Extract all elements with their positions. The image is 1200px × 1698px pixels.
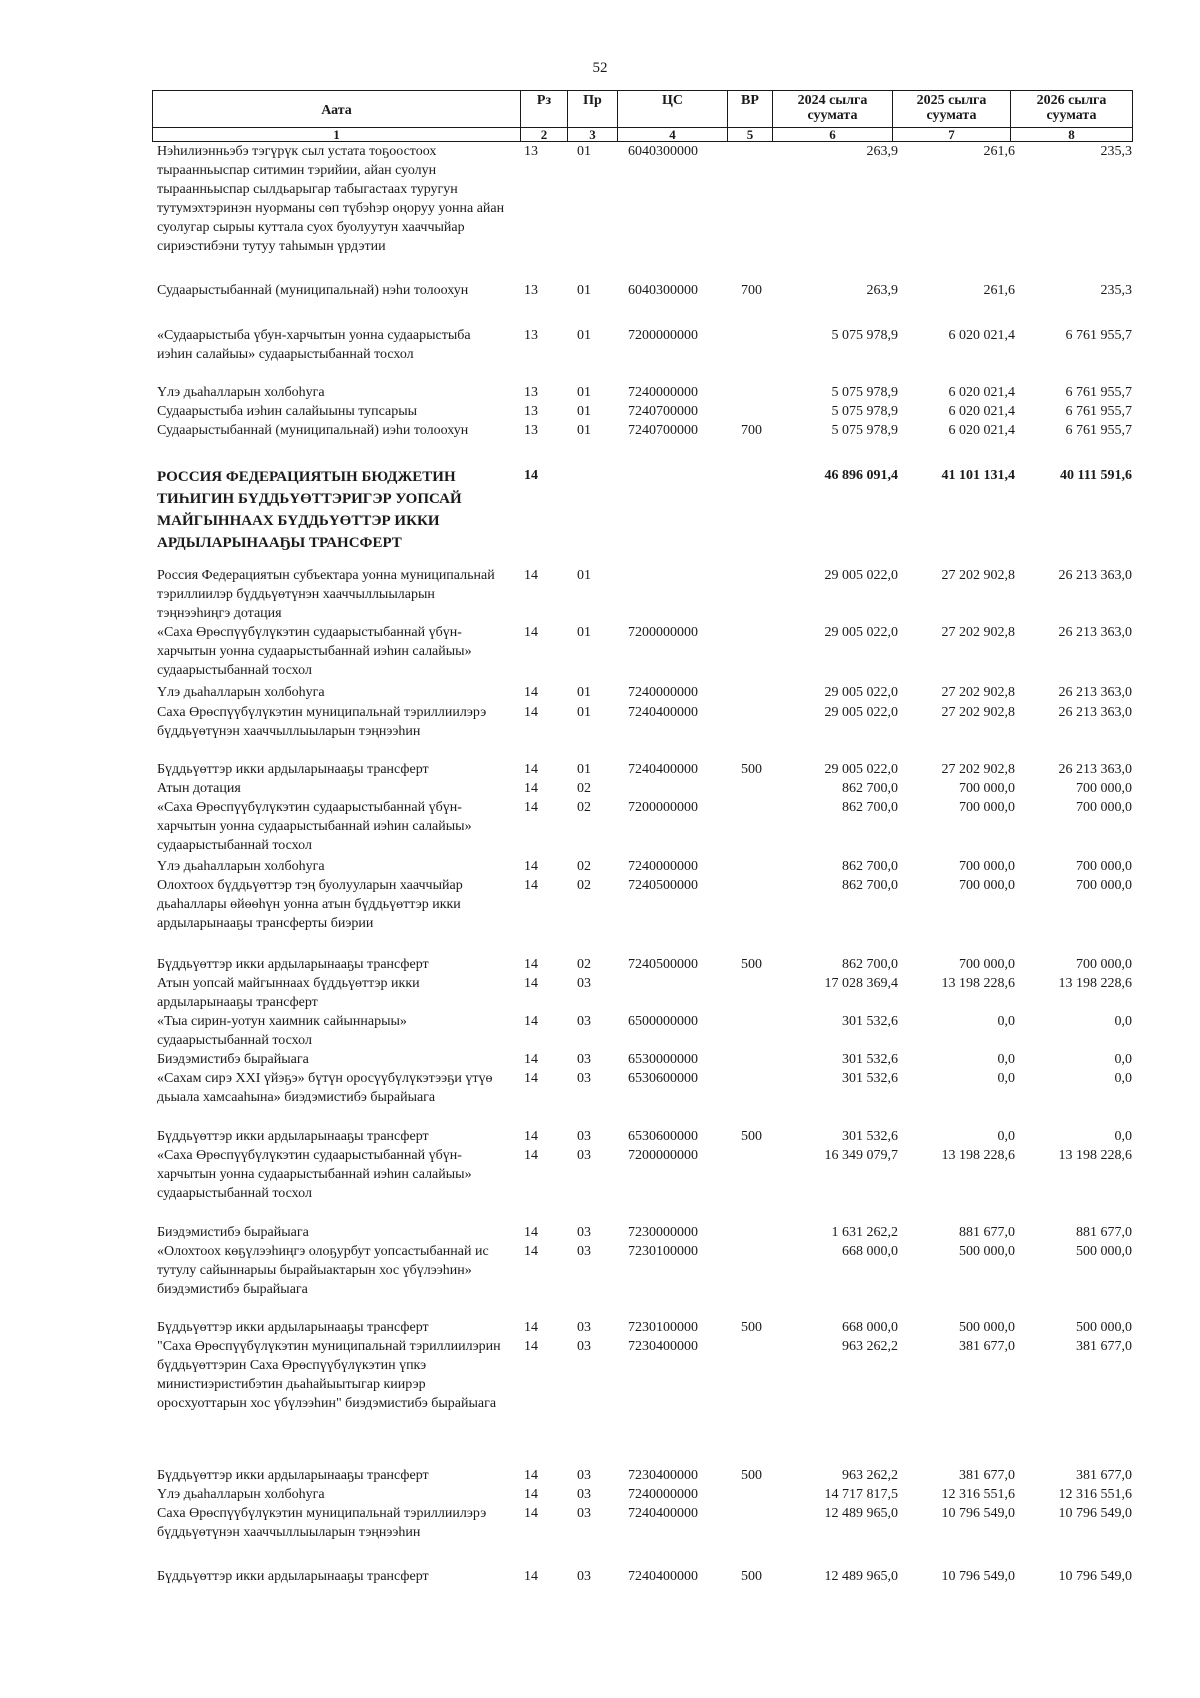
row-rz: 14: [524, 1129, 538, 1144]
row-amount-2026: 40 111 591,6: [1060, 468, 1132, 483]
row-rz: 13: [524, 328, 538, 343]
row-name: РОССИЯ ФЕДЕРАЦИЯТЫН БЮДЖЕТИН ТИҺИГИН БҮДДЬҮӨТТЭРИГЭР УОПСАЙ МАЙГЫННААХ БҮДДЬҮӨТТЭР ИККИ АРДЫЛАРЫНААҔЫ ТРАНСФЕРТ: [157, 469, 462, 551]
row-cs: 7240500000: [628, 878, 698, 893]
row-rz: 14: [524, 1148, 538, 1163]
row-amount-2025: 700 000,0: [959, 781, 1015, 796]
row-rz: 14: [524, 1569, 538, 1584]
row-amount-2024: 862 700,0: [842, 781, 898, 796]
row-pr: 01: [577, 762, 591, 777]
row-pr: 03: [577, 1225, 591, 1240]
row-rz: 14: [524, 568, 538, 583]
row-amount-2024: 668 000,0: [842, 1320, 898, 1335]
row-name: Үлэ дьаһалларын холбоһуга: [157, 1487, 325, 1502]
row-pr: 03: [577, 1244, 591, 1259]
row-amount-2025: 700 000,0: [959, 800, 1015, 815]
row-name: «Судаарыстыба үбун-харчытын уонна судаарыстыба иэһин салайыы» судаарыстыбаннай тосхол: [157, 328, 471, 362]
row-rz: 14: [524, 878, 538, 893]
row-amount-2025: 700 000,0: [959, 878, 1015, 893]
row-name: Биэдэмистибэ бырайыага: [157, 1052, 309, 1067]
row-amount-2025: 700 000,0: [959, 859, 1015, 874]
row-rz: 14: [524, 800, 538, 815]
row-vr: 500: [741, 1129, 762, 1144]
row-rz: 14: [524, 705, 538, 720]
row-amount-2024: 301 532,6: [842, 1071, 898, 1086]
row-rz: 14: [524, 762, 538, 777]
header-vr: ВР: [728, 91, 773, 128]
row-pr: 03: [577, 1339, 591, 1354]
row-name: Атын уопсай майгыннаах бүддьүөттэр икки ардыларынааҕы трансферт: [157, 976, 420, 1010]
column-number: 3: [568, 128, 618, 142]
row-amount-2026: 26 213 363,0: [1058, 568, 1132, 583]
row-amount-2024: 46 896 091,4: [824, 468, 898, 483]
row-cs: 7200000000: [628, 1148, 698, 1163]
row-amount-2026: 700 000,0: [1076, 878, 1132, 893]
row-name: «Саха Өрөспүүбүлүкэтин судаарыстыбаннай үбүн-харчытын уонна судаарыстыбаннай иэһин салайыы» судаарыстыбаннай тосхол: [157, 800, 472, 853]
row-amount-2025: 27 202 902,8: [941, 762, 1015, 777]
row-name: Үлэ дьаһалларын холбоһуга: [157, 859, 325, 874]
row-pr: 02: [577, 781, 591, 796]
row-amount-2024: 263,9: [866, 283, 898, 298]
row-amount-2024: 5 075 978,9: [831, 423, 898, 438]
row-cs: 6500000000: [628, 1014, 698, 1029]
row-pr: 01: [577, 404, 591, 419]
row-pr: 01: [577, 685, 591, 700]
row-rz: 14: [524, 781, 538, 796]
row-cs: 7230400000: [628, 1339, 698, 1354]
row-pr: 03: [577, 1052, 591, 1067]
header-2026: 2026 сылга суумата: [1011, 91, 1133, 128]
row-cs: 7240400000: [628, 1506, 698, 1521]
row-amount-2025: 881 677,0: [959, 1225, 1015, 1240]
row-vr: 500: [741, 1468, 762, 1483]
row-amount-2024: 12 489 965,0: [824, 1506, 898, 1521]
row-amount-2025: 0,0: [997, 1052, 1015, 1067]
row-cs: 7240400000: [628, 705, 698, 720]
row-amount-2025: 12 316 551,6: [941, 1487, 1015, 1502]
table-header: [152, 90, 1133, 142]
row-name: Саха Өрөспүүбүлүкэтин муниципальнай тэриллиилэрэ бүддьүөтүнэн хааччыллыыларын тэңнээһин: [157, 1506, 487, 1540]
row-name: «Олохтоох көҕүлээһиңгэ олоҕурбут уопсастыбаннай ис тутулу сайыннарыы бырайыактарын хос үбүлээһин» биэдэмистибэ бырайыага: [157, 1244, 489, 1297]
page-number: 52: [592, 60, 608, 76]
row-rz: 14: [524, 859, 538, 874]
row-cs: 6530000000: [628, 1052, 698, 1067]
row-amount-2024: 5 075 978,9: [831, 328, 898, 343]
row-rz: 14: [524, 1506, 538, 1521]
row-amount-2024: 301 532,6: [842, 1129, 898, 1144]
row-cs: 6040300000: [628, 283, 698, 298]
row-amount-2026: 700 000,0: [1076, 800, 1132, 815]
row-amount-2026: 10 796 549,0: [1058, 1569, 1132, 1584]
row-pr: 03: [577, 1506, 591, 1521]
row-amount-2025: 0,0: [997, 1071, 1015, 1086]
row-amount-2026: 381 677,0: [1076, 1339, 1132, 1354]
row-pr: 03: [577, 1320, 591, 1335]
row-rz: 14: [524, 468, 538, 483]
row-cs: 7240000000: [628, 1487, 698, 1502]
row-amount-2026: 700 000,0: [1076, 957, 1132, 972]
row-amount-2025: 700 000,0: [959, 957, 1015, 972]
row-name: Нэһилиэнньэбэ тэгүрүк сыл устата тоҕоостоох тыраанньыспар ситимин тэрийии, айан суолун тыраанньыспар сылдьарыгар табыгастаах туругун тутумэхтэринэн нуорманы сөп түбэһэр оңоруу уонна айан суолугар сырыы куттала суох буолуутун хааччыйар сириэстибэни тутуу таһымын үрдэтии: [157, 144, 505, 254]
row-amount-2025: 381 677,0: [959, 1468, 1015, 1483]
header-2024: 2024 сылга суумата: [773, 91, 893, 128]
row-cs: 7230400000: [628, 1468, 698, 1483]
row-name: Бүддьүөттэр икки ардыларынааҕы трансферт: [157, 1569, 429, 1584]
row-amount-2024: 29 005 022,0: [824, 685, 898, 700]
row-name: «Сахам сирэ XXI үйэҕэ» бүтүн оросүүбүлүкэтээҕи үтүө дьыала хамсааһына» биэдэмистибэ бырайыага: [157, 1071, 493, 1105]
row-amount-2026: 10 796 549,0: [1058, 1506, 1132, 1521]
row-pr: 01: [577, 328, 591, 343]
row-amount-2024: 29 005 022,0: [824, 568, 898, 583]
row-name: «Саха Өрөспүүбүлүкэтин судаарыстыбаннай үбүн-харчытын уонна судаарыстыбаннай иэһин салайыы» судаарыстыбаннай тосхол: [157, 625, 472, 678]
row-amount-2024: 862 700,0: [842, 859, 898, 874]
row-name: Үлэ дьаһалларын холбоһуга: [157, 385, 325, 400]
row-amount-2024: 301 532,6: [842, 1014, 898, 1029]
row-amount-2025: 6 020 021,4: [948, 404, 1015, 419]
header-rz: Рз: [521, 91, 568, 128]
row-rz: 14: [524, 1320, 538, 1335]
row-amount-2026: 12 316 551,6: [1058, 1487, 1132, 1502]
row-amount-2025: 13 198 228,6: [941, 976, 1015, 991]
row-pr: 03: [577, 1569, 591, 1584]
row-name: Бүддьүөттэр икки ардыларынааҕы трансферт: [157, 957, 429, 972]
column-number: 8: [1011, 128, 1133, 142]
row-amount-2025: 261,6: [983, 144, 1015, 159]
row-amount-2026: 0,0: [1114, 1014, 1132, 1029]
column-number: 2: [521, 128, 568, 142]
row-cs: 7240700000: [628, 404, 698, 419]
row-rz: 14: [524, 976, 538, 991]
row-amount-2026: 0,0: [1114, 1129, 1132, 1144]
row-amount-2025: 6 020 021,4: [948, 328, 1015, 343]
row-name: Үлэ дьаһалларын холбоһуга: [157, 685, 325, 700]
row-cs: 7240000000: [628, 859, 698, 874]
row-rz: 13: [524, 283, 538, 298]
column-number: 4: [618, 128, 728, 142]
row-amount-2026: 0,0: [1114, 1071, 1132, 1086]
row-name: Судаарыстыбаннай (муниципальнай) иэһи толоохун: [157, 423, 469, 438]
row-name: Бүддьүөттэр икки ардыларынааҕы трансферт: [157, 1129, 429, 1144]
row-amount-2025: 10 796 549,0: [941, 1569, 1015, 1584]
header-pr: Пр: [568, 91, 618, 128]
row-amount-2026: 700 000,0: [1076, 781, 1132, 796]
row-cs: 7230100000: [628, 1320, 698, 1335]
row-amount-2025: 6 020 021,4: [948, 423, 1015, 438]
row-amount-2024: 14 717 817,5: [824, 1487, 898, 1502]
row-amount-2024: 5 075 978,9: [831, 385, 898, 400]
row-pr: 01: [577, 423, 591, 438]
row-cs: 7240700000: [628, 423, 698, 438]
row-cs: 7230000000: [628, 1225, 698, 1240]
row-amount-2025: 10 796 549,0: [941, 1506, 1015, 1521]
row-amount-2026: 381 677,0: [1076, 1468, 1132, 1483]
row-amount-2024: 963 262,2: [842, 1468, 898, 1483]
row-pr: 02: [577, 800, 591, 815]
row-amount-2026: 500 000,0: [1076, 1244, 1132, 1259]
row-amount-2026: 235,3: [1100, 283, 1132, 298]
row-rz: 14: [524, 685, 538, 700]
row-vr: 500: [741, 762, 762, 777]
row-pr: 03: [577, 1487, 591, 1502]
row-rz: 14: [524, 625, 538, 640]
row-amount-2024: 862 700,0: [842, 800, 898, 815]
row-name: Судаарыстыба иэһин салайыыны тупсарыы: [157, 404, 418, 419]
row-name: Атын дотация: [157, 781, 241, 796]
row-cs: 7230100000: [628, 1244, 698, 1259]
row-rz: 14: [524, 1487, 538, 1502]
column-number: 5: [728, 128, 773, 142]
row-cs: 6530600000: [628, 1129, 698, 1144]
row-amount-2026: 26 213 363,0: [1058, 625, 1132, 640]
row-amount-2024: 263,9: [866, 144, 898, 159]
row-amount-2025: 27 202 902,8: [941, 705, 1015, 720]
row-amount-2026: 26 213 363,0: [1058, 705, 1132, 720]
row-amount-2026: 13 198 228,6: [1058, 1148, 1132, 1163]
row-amount-2025: 13 198 228,6: [941, 1148, 1015, 1163]
row-rz: 14: [524, 1244, 538, 1259]
row-amount-2026: 700 000,0: [1076, 859, 1132, 874]
row-amount-2026: 6 761 955,7: [1065, 328, 1132, 343]
row-amount-2024: 16 349 079,7: [824, 1148, 898, 1163]
row-amount-2026: 881 677,0: [1076, 1225, 1132, 1240]
row-pr: 02: [577, 957, 591, 972]
column-number: 6: [773, 128, 893, 142]
row-vr: 700: [741, 423, 762, 438]
row-amount-2026: 13 198 228,6: [1058, 976, 1132, 991]
row-amount-2025: 27 202 902,8: [941, 625, 1015, 640]
row-amount-2024: 1 631 262,2: [831, 1225, 898, 1240]
row-amount-2024: 29 005 022,0: [824, 625, 898, 640]
row-rz: 14: [524, 1014, 538, 1029]
row-name: Судаарыстыбаннай (муниципальнай) нэһи толоохун: [157, 283, 469, 298]
row-pr: 01: [577, 625, 591, 640]
row-amount-2026: 235,3: [1100, 144, 1132, 159]
row-rz: 13: [524, 423, 538, 438]
row-vr: 700: [741, 283, 762, 298]
row-name: Биэдэмистибэ бырайыага: [157, 1225, 309, 1240]
row-rz: 13: [524, 385, 538, 400]
row-cs: 7240400000: [628, 1569, 698, 1584]
row-pr: 02: [577, 859, 591, 874]
row-amount-2025: 41 101 131,4: [941, 468, 1015, 483]
row-amount-2025: 0,0: [997, 1014, 1015, 1029]
row-name: "Саха Өрөспүүбүлүкэтин муниципальнай тэриллиилэрин бүддьүөттэрин Саха Өрөспүүбүлүкэтин үпкэ министиэристибэтин дьаһайыытыгар киирэр оросхуоттарын хос үбүлээһин" биэдэмистибэ бырайыага: [157, 1339, 501, 1411]
row-rz: 14: [524, 1339, 538, 1354]
row-rz: 14: [524, 1052, 538, 1067]
row-cs: 7200000000: [628, 625, 698, 640]
row-cs: 7240000000: [628, 685, 698, 700]
row-amount-2024: 862 700,0: [842, 957, 898, 972]
row-name: Россия Федерациятын субъектара уонна муниципальнай тэриллиилэр бүддьүөтүнэн хааччыллыыларын тэңнээһиңгэ дотация: [157, 568, 495, 621]
row-name: Бүддьүөттэр икки ардыларынааҕы трансферт: [157, 762, 429, 777]
header-aata: Аата: [153, 91, 521, 128]
row-pr: 01: [577, 705, 591, 720]
header-2025: 2025 сылга суумата: [893, 91, 1011, 128]
row-name: Бүддьүөттэр икки ардыларынааҕы трансферт: [157, 1468, 429, 1483]
row-amount-2026: 6 761 955,7: [1065, 423, 1132, 438]
row-cs: 7200000000: [628, 328, 698, 343]
row-rz: 14: [524, 957, 538, 972]
row-amount-2025: 27 202 902,8: [941, 685, 1015, 700]
row-pr: 02: [577, 878, 591, 893]
row-pr: 03: [577, 1129, 591, 1144]
row-amount-2025: 6 020 021,4: [948, 385, 1015, 400]
column-number: 1: [153, 128, 521, 142]
row-amount-2025: 500 000,0: [959, 1320, 1015, 1335]
row-cs: 6040300000: [628, 144, 698, 159]
row-pr: 03: [577, 1014, 591, 1029]
row-amount-2024: 963 262,2: [842, 1339, 898, 1354]
row-name: Олохтоох бүддьүөттэр тэң буолууларын хааччыйар дьаһаллары өйөөһүн уонна атын бүддьүөттэр икки ардыларынааҕы трансферты биэрии: [157, 878, 463, 931]
row-amount-2024: 862 700,0: [842, 878, 898, 893]
row-rz: 13: [524, 404, 538, 419]
row-amount-2026: 26 213 363,0: [1058, 685, 1132, 700]
row-pr: 01: [577, 568, 591, 583]
row-cs: 6530600000: [628, 1071, 698, 1086]
column-number: 7: [893, 128, 1011, 142]
row-pr: 01: [577, 283, 591, 298]
row-amount-2026: 26 213 363,0: [1058, 762, 1132, 777]
row-cs: 7240500000: [628, 957, 698, 972]
row-cs: 7240400000: [628, 762, 698, 777]
row-amount-2025: 27 202 902,8: [941, 568, 1015, 583]
row-pr: 01: [577, 385, 591, 400]
row-vr: 500: [741, 1569, 762, 1584]
row-vr: 500: [741, 1320, 762, 1335]
row-rz: 14: [524, 1071, 538, 1086]
row-amount-2026: 0,0: [1114, 1052, 1132, 1067]
row-name: «Саха Өрөспүүбүлүкэтин судаарыстыбаннай үбүн-харчытын уонна судаарыстыбаннай иэһин салайыы» судаарыстыбаннай тосхол: [157, 1148, 472, 1201]
row-name: Бүддьүөттэр икки ардыларынааҕы трансферт: [157, 1320, 429, 1335]
row-amount-2025: 261,6: [983, 283, 1015, 298]
row-pr: 01: [577, 144, 591, 159]
row-amount-2025: 500 000,0: [959, 1244, 1015, 1259]
row-amount-2026: 500 000,0: [1076, 1320, 1132, 1335]
row-pr: 03: [577, 976, 591, 991]
row-amount-2026: 6 761 955,7: [1065, 385, 1132, 400]
row-rz: 14: [524, 1468, 538, 1483]
row-amount-2026: 6 761 955,7: [1065, 404, 1132, 419]
row-amount-2024: 668 000,0: [842, 1244, 898, 1259]
row-name: «Тыа сирин-уотун хаимник сайыннарыы» судаарыстыбаннай тосхол: [157, 1014, 407, 1048]
row-pr: 03: [577, 1148, 591, 1163]
row-vr: 500: [741, 957, 762, 972]
row-amount-2024: 12 489 965,0: [824, 1569, 898, 1584]
row-amount-2025: 0,0: [997, 1129, 1015, 1144]
row-pr: 03: [577, 1468, 591, 1483]
row-amount-2024: 301 532,6: [842, 1052, 898, 1067]
row-amount-2024: 17 028 369,4: [824, 976, 898, 991]
row-rz: 13: [524, 144, 538, 159]
row-amount-2025: 381 677,0: [959, 1339, 1015, 1354]
row-amount-2024: 29 005 022,0: [824, 762, 898, 777]
row-pr: 03: [577, 1071, 591, 1086]
row-amount-2024: 5 075 978,9: [831, 404, 898, 419]
row-cs: 7200000000: [628, 800, 698, 815]
row-cs: 7240000000: [628, 385, 698, 400]
row-rz: 14: [524, 1225, 538, 1240]
header-cs: ЦС: [618, 91, 728, 128]
row-name: Саха Өрөспүүбүлүкэтин муниципальнай тэриллиилэрэ бүддьүөтүнэн хааччыллыыларын тэңнээһин: [157, 705, 487, 739]
row-amount-2024: 29 005 022,0: [824, 705, 898, 720]
